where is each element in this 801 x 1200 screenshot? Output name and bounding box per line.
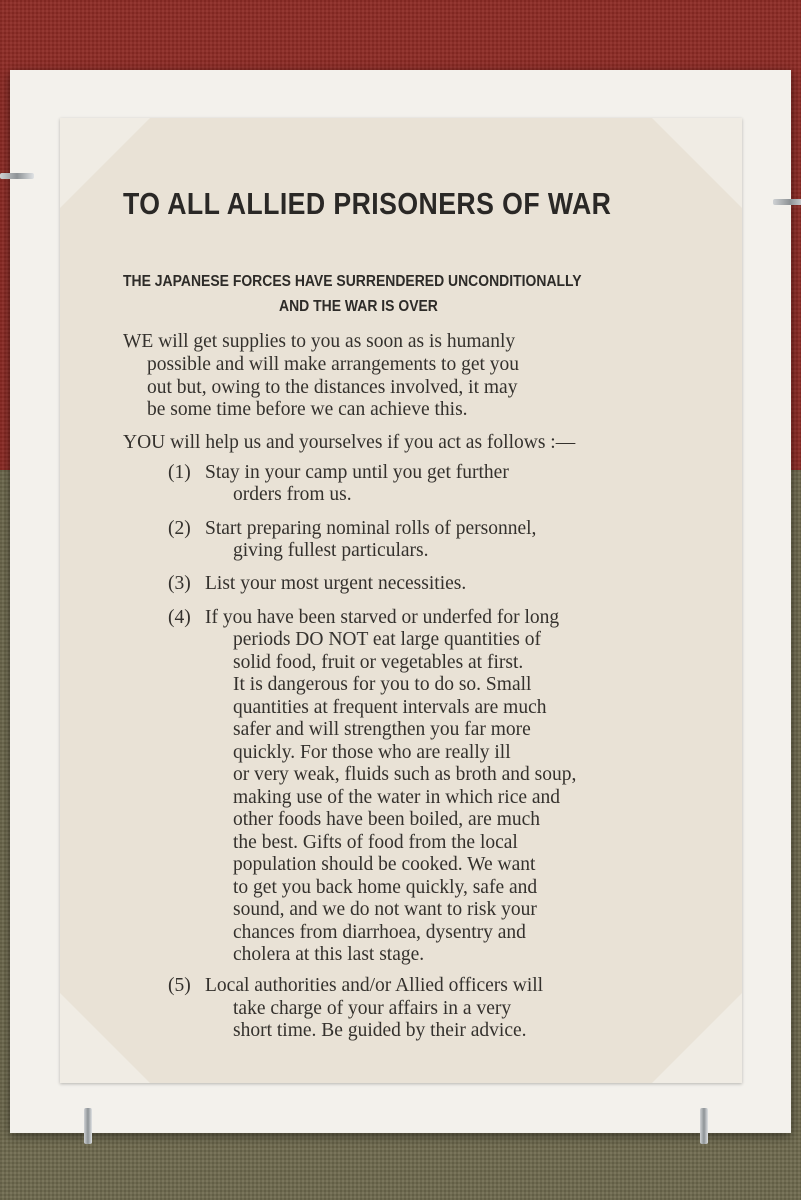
item-line: quickly. For those who are really ill [233, 742, 511, 763]
item-number: (2) [168, 518, 191, 539]
bottom-left-mounting-pin-icon [84, 1108, 92, 1144]
item-line: Start preparing nominal rolls of personnel, [205, 518, 537, 539]
item-line: chances from diarrhoea, dysentry and [233, 922, 526, 943]
item-line: Local authorities and/or Allied officers will [205, 975, 544, 996]
right-mounting-pin-icon [773, 199, 801, 205]
item-line: making use of the water in which rice and [233, 787, 561, 808]
item-line: safer and will strengthen you far more [233, 719, 531, 740]
item-line: short time. Be guided by their advice. [233, 1020, 527, 1041]
item-line: quantities at frequent intervals are much [233, 697, 547, 718]
item-number: (5) [168, 975, 191, 996]
item-line: population should be cooked. We want [233, 854, 536, 875]
leaflet-title: TO ALL ALLIED PRISONERS OF WAR [123, 186, 612, 221]
item-line: cholera at this last stage. [233, 944, 425, 965]
item-line: If you have been starved or underfed for long [205, 607, 560, 628]
item-line: to get you back home quickly, safe and [233, 877, 538, 898]
item-number: (4) [168, 607, 191, 628]
item-line: Stay in your camp until you get further [205, 462, 509, 483]
left-mounting-pin-icon [0, 173, 34, 179]
item-line: or very weak, fluids such as broth and soup, [233, 764, 577, 785]
item-line: List your most urgent necessities. [205, 573, 467, 594]
item-line: It is dangerous for you to do so. Small [233, 674, 532, 695]
item-line: orders from us. [233, 484, 352, 505]
intro-line: out but, owing to the distances involved, it may [147, 377, 518, 398]
item-line: take charge of your affairs in a very [233, 998, 512, 1019]
item-line: giving fullest particulars. [233, 540, 429, 561]
item-number: (1) [168, 462, 191, 483]
bottom-right-mounting-pin-icon [700, 1108, 708, 1144]
instructions-lead: YOU will help us and yourselves if you act as follows :— [123, 432, 576, 453]
item-line: solid food, fruit or vegetables at first. [233, 652, 524, 673]
item-line: other foods have been boiled, are much [233, 809, 541, 830]
item-line: periods DO NOT eat large quantities of [233, 629, 541, 650]
item-number: (3) [168, 573, 191, 594]
intro-line: WE will get supplies to you as soon as is humanly [123, 331, 516, 352]
intro-line: be some time before we can achieve this. [147, 399, 468, 420]
item-line: sound, and we do not want to risk your [233, 899, 537, 920]
leaflet-subtitle-line-1: THE JAPANESE FORCES HAVE SURRENDERED UNCONDITIONALLY [123, 273, 582, 290]
intro-line: possible and will make arrangements to get you [147, 354, 520, 375]
leaflet-subtitle-line-2: AND THE WAR IS OVER [279, 298, 438, 315]
item-line: the best. Gifts of food from the local [233, 832, 518, 853]
